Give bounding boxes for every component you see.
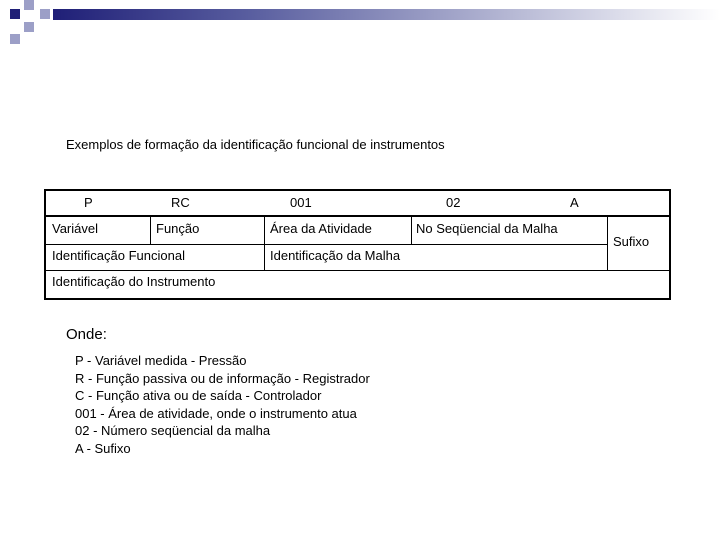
cell-loop-identification: Identificação da Malha	[270, 248, 401, 263]
legend-title: Onde:	[66, 326, 107, 343]
cell-variable: Variável	[52, 221, 99, 236]
corner-squares-decoration	[0, 0, 60, 48]
dark-square	[10, 9, 20, 19]
legend-item: R - Função passiva ou de informação - Registrador	[75, 370, 370, 386]
code-function: RC	[171, 195, 190, 210]
light-square	[24, 22, 34, 32]
legend-item: 001 - Área de atividade, onde o instrumento atua	[75, 405, 357, 421]
header-gradient-bar	[53, 9, 720, 20]
cell-suffix: Sufixo	[613, 234, 650, 249]
code-variable: P	[84, 195, 93, 210]
light-square	[10, 34, 20, 44]
code-area: 001	[290, 195, 312, 210]
legend-item: P - Variável medida - Pressão	[75, 353, 247, 368]
column-divider	[264, 216, 265, 271]
cell-function: Função	[156, 221, 200, 236]
identification-table	[44, 189, 671, 300]
row-divider	[46, 244, 607, 245]
legend-list	[75, 352, 370, 457]
code-suffix: A	[570, 195, 579, 210]
cell-functional-identification: Identificação Funcional	[52, 248, 185, 263]
code-sequence: 02	[446, 195, 461, 210]
legend-item: 02 - Número seqüencial da malha	[75, 423, 271, 438]
light-square	[40, 9, 50, 19]
cell-loop-sequence: No Seqüencial da Malha	[416, 221, 558, 236]
column-divider	[607, 216, 608, 271]
row-divider	[46, 270, 669, 271]
light-square	[24, 0, 34, 10]
legend-item: A - Sufixo	[75, 440, 131, 456]
column-divider	[411, 216, 412, 245]
row-divider	[46, 215, 669, 217]
slide-heading: Exemplos de formação da identificação funcional de instrumentos	[66, 137, 445, 152]
legend-item: C - Função ativa ou de saída - Controlador	[75, 388, 322, 403]
cell-activity-area: Área da Atividade	[270, 221, 372, 236]
cell-instrument-identification: Identificação do Instrumento	[52, 274, 216, 289]
codes-row	[46, 191, 669, 216]
column-divider	[150, 216, 151, 245]
